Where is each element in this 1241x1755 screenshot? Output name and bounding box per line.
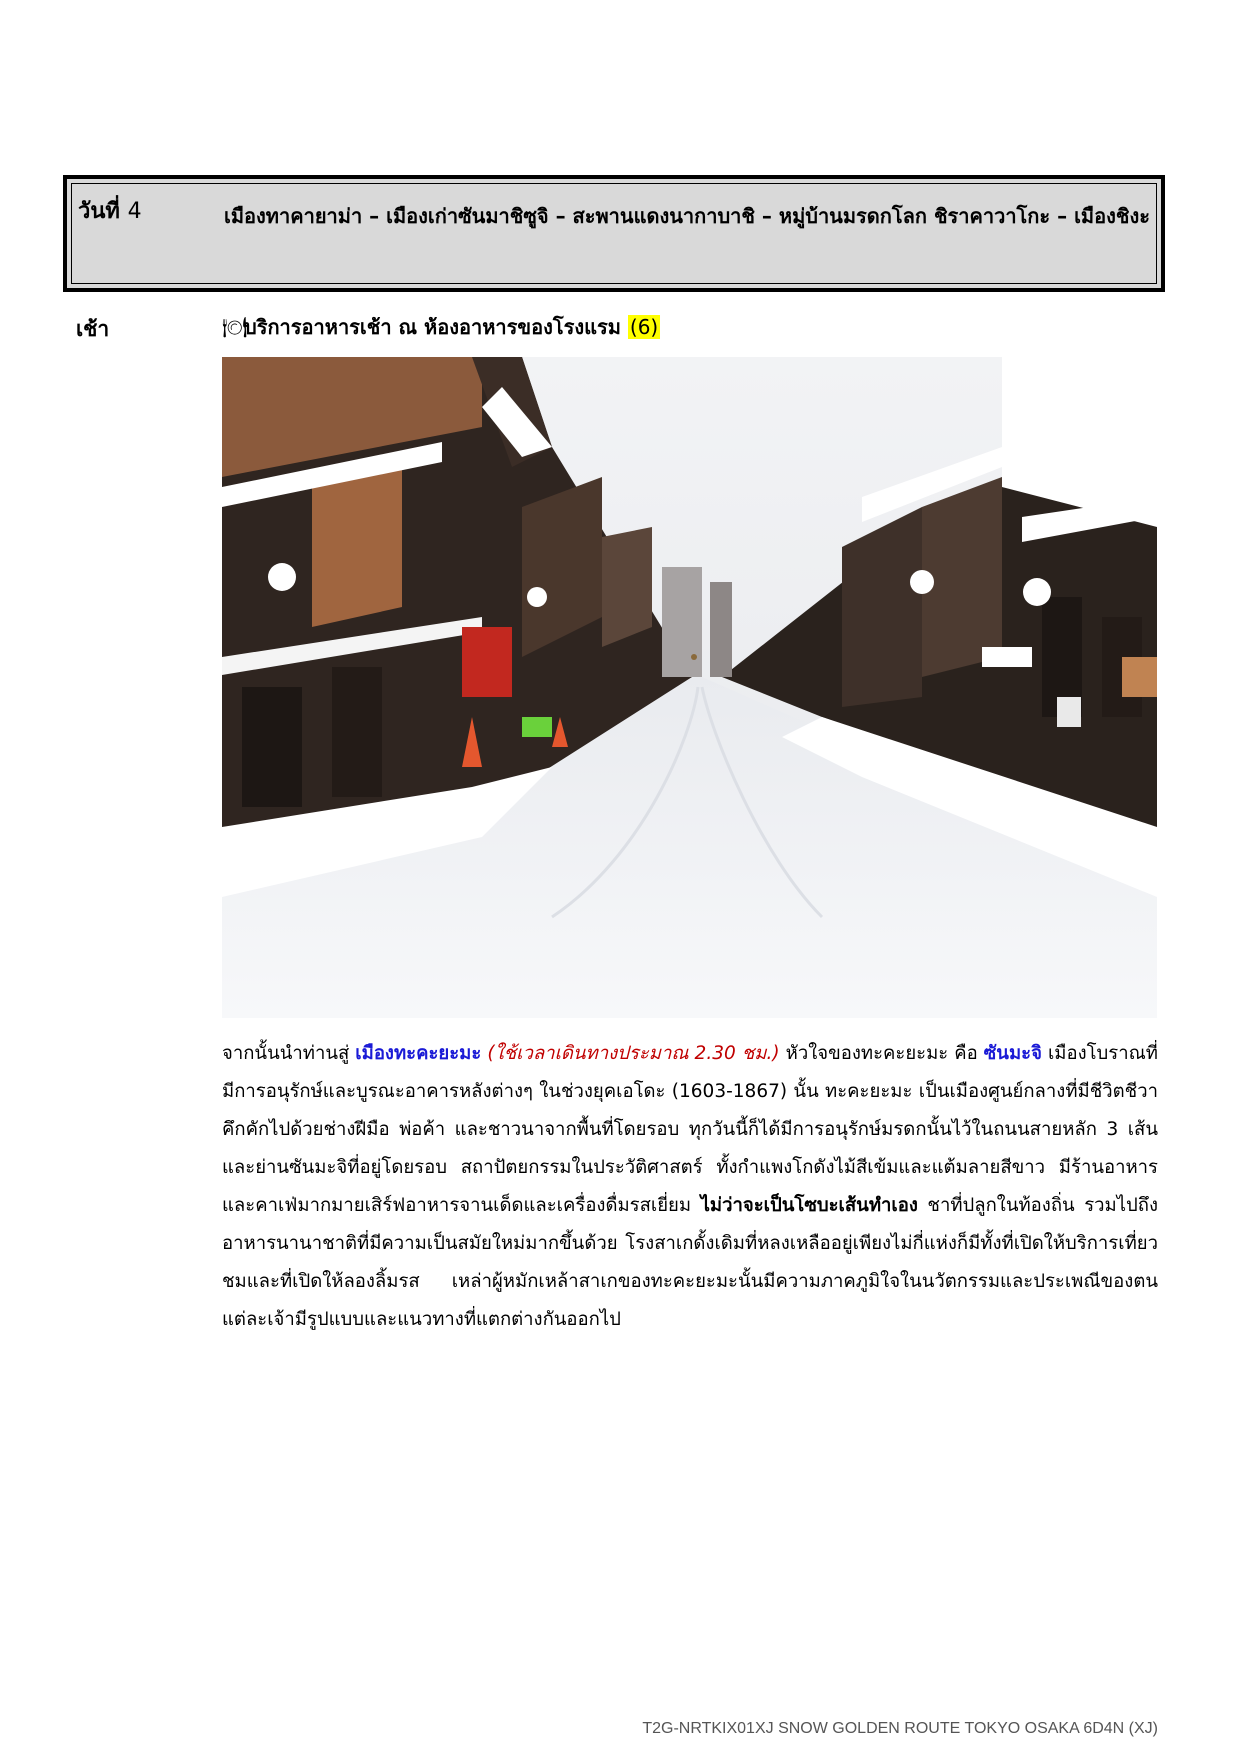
desc-intro: จากนั้นนำท่านสู่: [222, 1043, 356, 1064]
day-label: [78, 193, 142, 228]
day-title: เมืองทาคายาม่า – เมืองเก่าซันมาชิซูจิ – สะพานแดงนากาบาชิ – หมู่บ้านมรดกโลก ชิราคาวาโกะ – เมืองชิงะ: [224, 204, 1150, 228]
meal-line: [222, 310, 660, 344]
desc-sanmachi-highlight: ซันมะจิ: [983, 1043, 1042, 1064]
desc-soba-bold: ไม่ว่าจะเป็นโซบะเส้นทำเอง: [700, 1195, 918, 1216]
desc-mid: หัวใจของทะคะยะมะ คือ: [779, 1043, 984, 1064]
desc-travel-time: (ใช้เวลาเดินทางประมาณ 2.30 ชม.): [487, 1043, 780, 1064]
description-paragraph: [222, 1035, 1158, 1339]
meal-time-label: เช้า: [76, 317, 110, 341]
desc-city-highlight: เมืองทะคะยะมะ: [355, 1043, 482, 1064]
desc-end: ชาที่ปลูกในท้องถิ่น รวมไปถึงอาหารนานาชาติที่มีความเป็นสมัยใหม่มากขึ้นด้วย โรงสาเกดั้งเดิมที่หลงเหลืออยู่เพียงไม่กี่แห่งก็มีทั้งที่เปิดให้บริการเที่ยวชมและที่เปิดให้ลองลิ้มรส เหล่าผู้หมักเหล้าสาเกของทะคะยะมะนั้นมีความภาคภูมิใจในนวัตกรรมและประเพณีของตน แต่ละเจ้ามีรูปแบบและแนวทางที่แตกต่างกันออกไป: [222, 1195, 1158, 1330]
dining-icon: 🍽: [222, 315, 248, 339]
meal-code-badge: (6): [629, 315, 659, 339]
desc-rest: เมืองโบราณที่มีการอนุรักษ์และบูรณะอาคารหลังต่างๆ ในช่วงยุคเอโดะ (1603-1867) นั้น ทะคะยะมะ เป็นเมืองศูนย์กลางที่มีชีวิตชีวา คึกคักไปด้วยช่างฝีมือ พ่อค้า และชาวนาจากพื้นที่โดยรอบ ทุกวันนี้ก็ได้มีการอนุรักษ์มรดกนั้นไว้ในถนนสายหลัก 3 เส้น และย่านซันมะจิที่อยู่โดยรอบ สถาปัตยกรรมในประวัติศาสตร์ ทั้งกำแพงโกดังไม้สีเข้มและแต้มลายสีขาว มีร้านอาหารและคาเฟ่มากมายเสิร์ฟอาหารจานเด็ดและเครื่องดื่มรสเยี่ยม: [222, 1043, 1158, 1216]
day-number: 4: [127, 199, 142, 224]
snowy-street-photo: [222, 357, 1157, 1018]
meal-text: บริการอาหารเช้า ณ ห้องอาหารของโรงแรม: [244, 315, 621, 339]
page-footer: T2G-NRTKIX01XJ SNOW GOLDEN ROUTE TOKYO OSAKA 6D4N (XJ): [642, 1720, 1158, 1737]
day-label-text: วันที่: [78, 199, 120, 224]
